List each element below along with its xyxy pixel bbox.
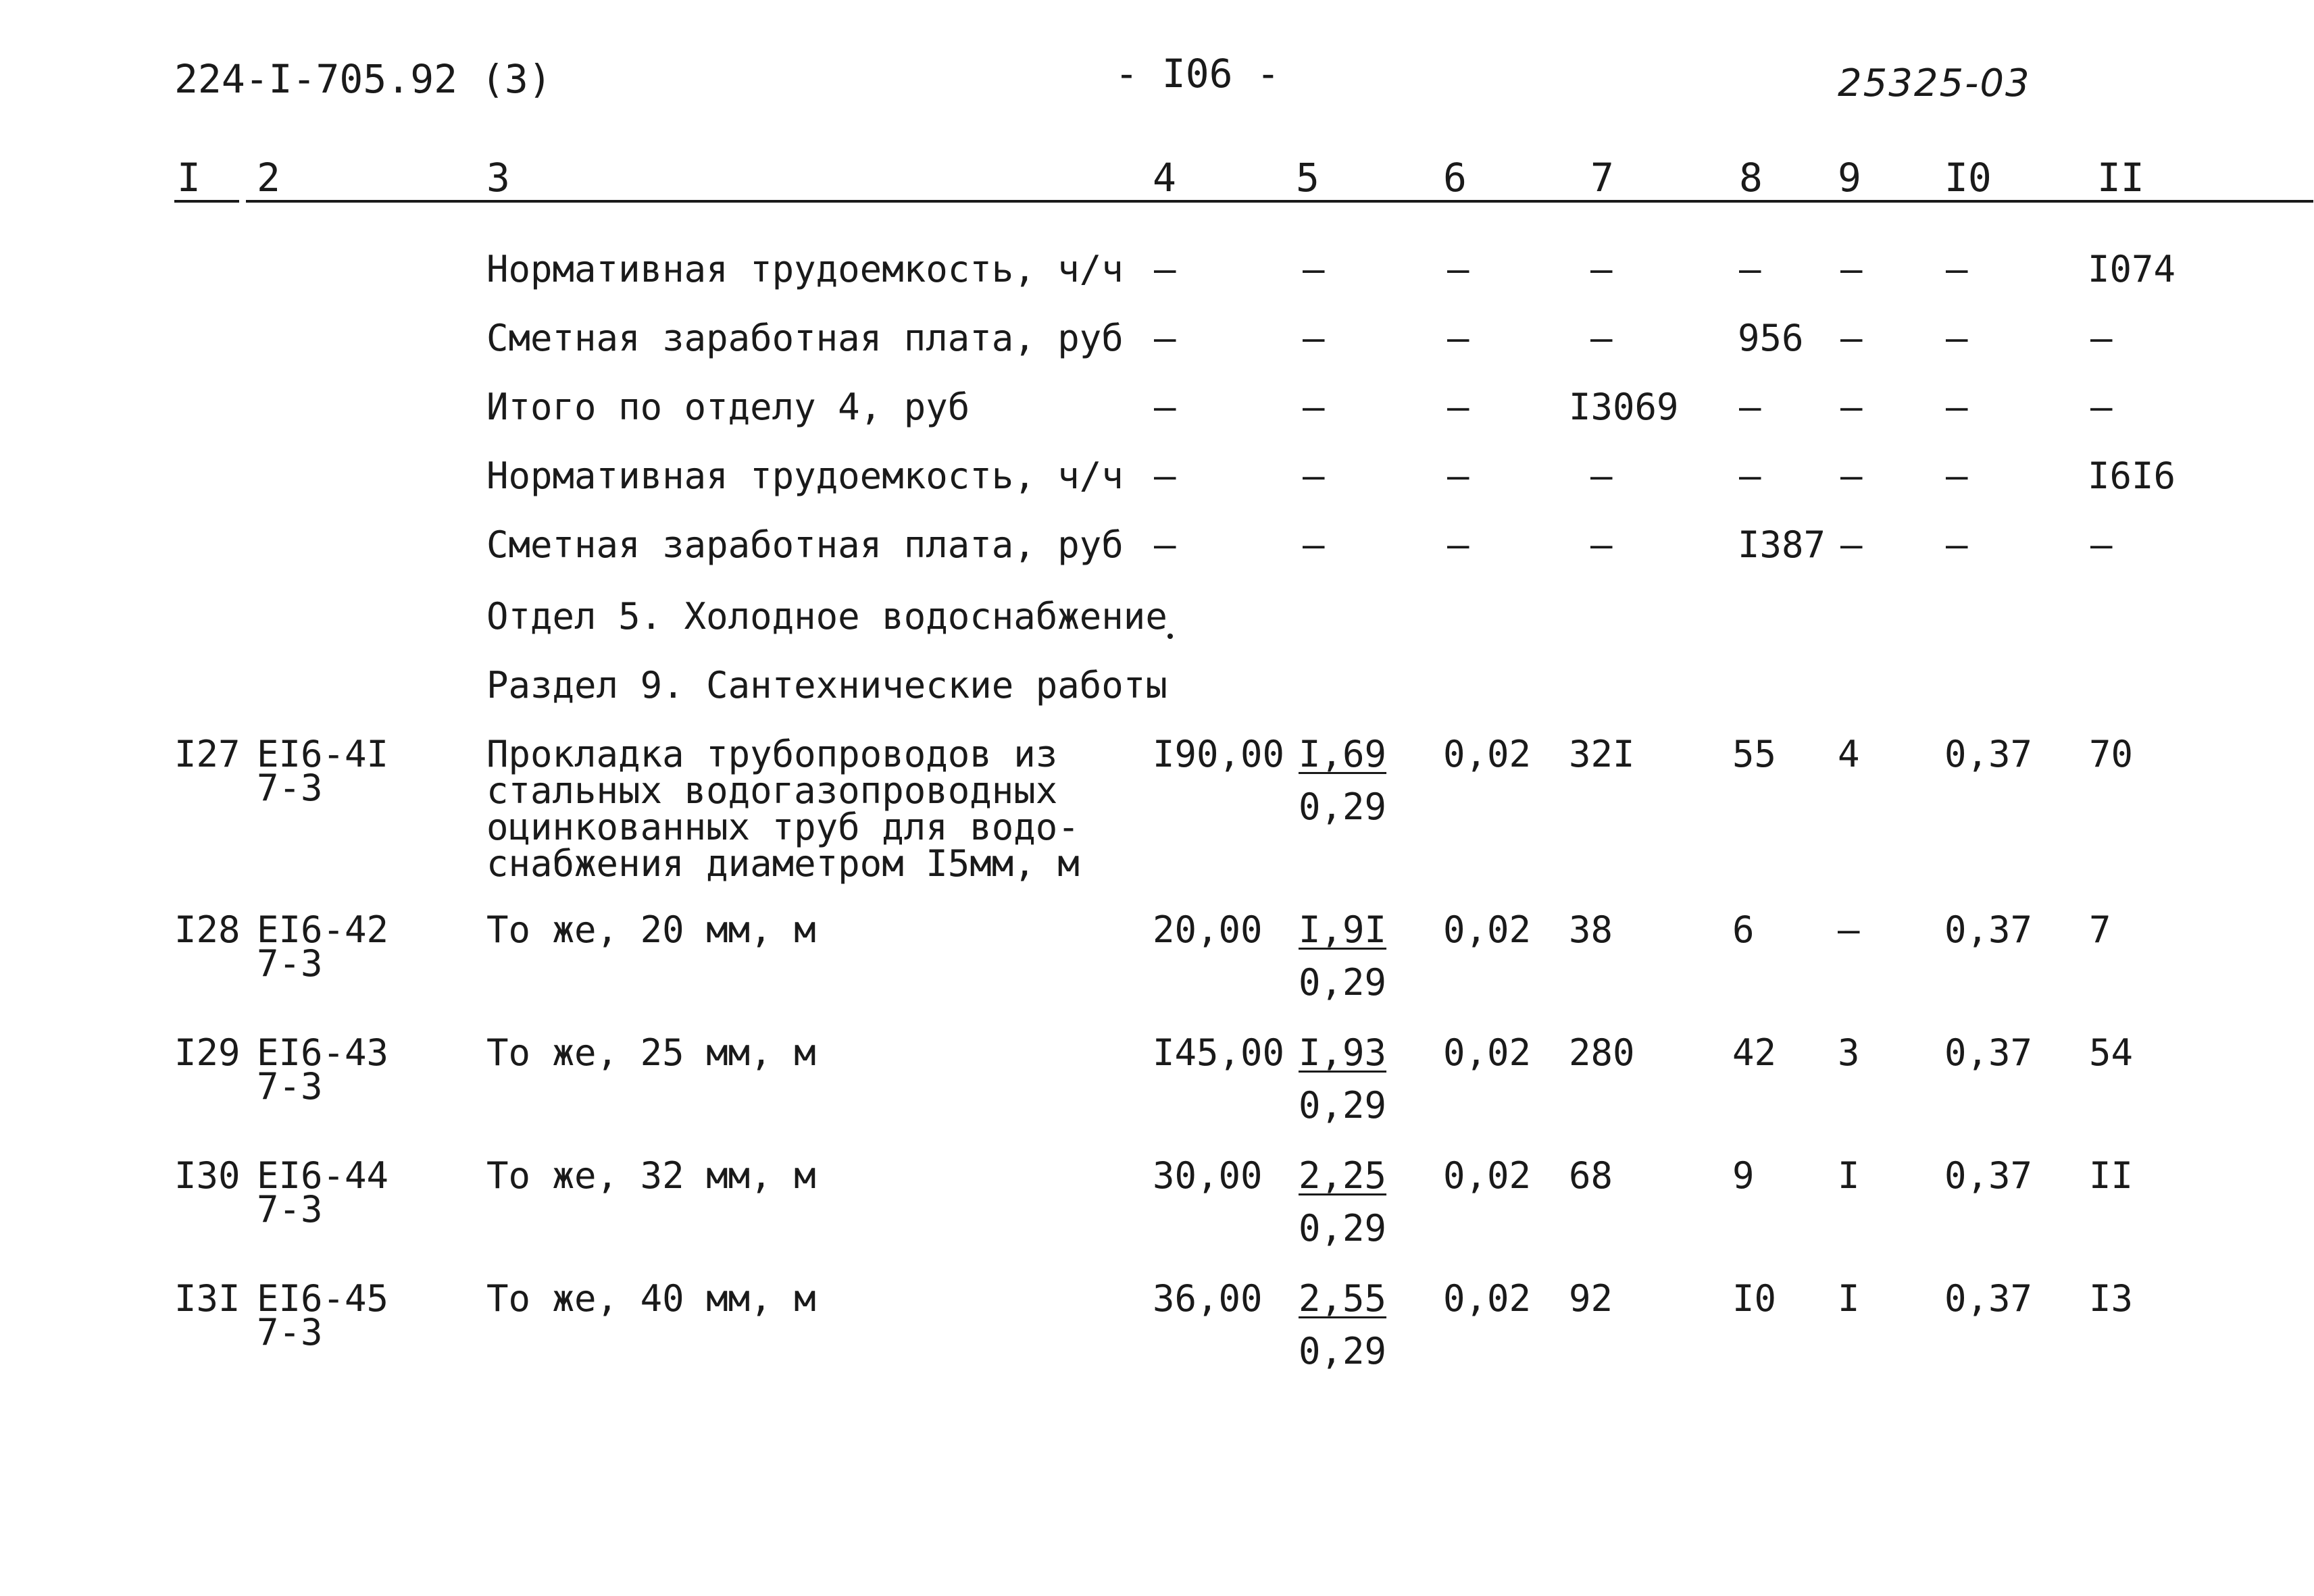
quantity: 20,00 [1153, 908, 1263, 951]
col10-value: 0,37 [1944, 908, 2033, 951]
quantity: 36,00 [1153, 1277, 1263, 1320]
column-header-3: 3 [486, 155, 510, 201]
dash-cell: – [1840, 386, 1863, 428]
column-header-7: 7 [1590, 155, 1614, 201]
col9-value: – [1838, 908, 1860, 951]
unit-cost-bottom: 0,29 [1299, 961, 1387, 1004]
column-header-11: II [2097, 155, 2144, 201]
column-header-4: 4 [1153, 155, 1176, 201]
row-number: I27 [174, 733, 241, 775]
col6-value: 0,02 [1443, 733, 1532, 775]
col6-value: 0,02 [1443, 1277, 1532, 1320]
unit-cost-top: I,69 [1299, 733, 1387, 775]
summary-label: Сметная заработная плата, руб [486, 317, 1124, 359]
dash-cell: – [1590, 248, 1613, 290]
col10-value: 0,37 [1944, 1154, 2033, 1197]
column-header-8: 8 [1739, 155, 1763, 201]
col7-value: 32I [1569, 733, 1635, 775]
dash-cell: – [1840, 455, 1863, 497]
summary-label: Итого по отделу 4, руб [486, 386, 970, 428]
item-description-line: снабжения диаметром I5мм, м [486, 842, 1080, 885]
col8-value: 55 [1732, 733, 1777, 775]
col7-value: 38 [1569, 908, 1613, 951]
dash-cell: – [1946, 386, 1968, 428]
unit-cost-top: I,9I [1299, 908, 1387, 951]
col8-value: 42 [1732, 1031, 1777, 1074]
dash-cell: – [1154, 248, 1176, 290]
unit-cost-top: I,93 [1299, 1031, 1387, 1074]
item-description-line: То же, 20 мм, м [486, 908, 816, 951]
unit-cost-bottom: 0,29 [1299, 1084, 1387, 1127]
dash-cell: – [2090, 317, 2113, 359]
norm-code-sub: 7-3 [257, 1188, 323, 1231]
norm-code-sub: 7-3 [257, 767, 323, 809]
dash-cell: – [1590, 455, 1613, 497]
dash-cell: – [1946, 523, 1968, 566]
dash-cell: – [1303, 523, 1325, 566]
header-underline [246, 200, 2313, 203]
norm-code-sub: 7-3 [257, 942, 323, 985]
dash-cell: – [1447, 248, 1469, 290]
norm-code: EI6-4I [257, 733, 389, 775]
dash-cell: – [1154, 317, 1176, 359]
item-description-line: стальных водогазопроводных [486, 769, 1058, 812]
column-header-10: I0 [1944, 155, 1992, 201]
dash-cell: – [1303, 317, 1325, 359]
dash-cell: – [1946, 455, 1968, 497]
col11-value: 7 [2089, 908, 2111, 951]
document-code: 224-I-705.92 (3) [174, 56, 552, 102]
dash-cell: – [2090, 386, 2113, 428]
summary-label: Нормативная трудоемкость, ч/ч [486, 248, 1124, 290]
dash-cell: – [1840, 523, 1863, 566]
dash-cell: – [1303, 248, 1325, 290]
row-number: I28 [174, 908, 241, 951]
dash-cell: – [1590, 523, 1613, 566]
item-description-line: То же, 32 мм, м [486, 1154, 816, 1197]
summary-label: Нормативная трудоемкость, ч/ч [486, 455, 1124, 497]
summary-label: Сметная заработная плата, руб [486, 523, 1124, 566]
column-header-5: 5 [1296, 155, 1319, 201]
dash-cell: – [1154, 523, 1176, 566]
ink-dot [1167, 634, 1173, 639]
norm-code: EI6-44 [257, 1154, 389, 1197]
dash-cell: – [1946, 317, 1968, 359]
handwritten-code: 25325-03 [1838, 61, 2031, 105]
col6-value: 0,02 [1443, 908, 1532, 951]
dash-cell: – [1447, 455, 1469, 497]
col8-value: I0 [1732, 1277, 1777, 1320]
section-title: Отдел 5. Холодное водоснабжение [486, 595, 1167, 638]
item-description-line: Прокладка трубопроводов из [486, 733, 1058, 775]
quantity: I45,00 [1153, 1031, 1285, 1074]
col10-value: 0,37 [1944, 1277, 2033, 1320]
column-header-6: 6 [1443, 155, 1467, 201]
norm-code-sub: 7-3 [257, 1311, 323, 1354]
section-title: Раздел 9. Сантехнические работы [486, 664, 1167, 706]
col11-value: 70 [2089, 733, 2134, 775]
col10-value: 0,37 [1944, 733, 2033, 775]
dash-cell: – [1154, 386, 1176, 428]
norm-code-sub: 7-3 [257, 1065, 323, 1108]
page-number: - I06 - [1115, 51, 1280, 97]
dash-cell: – [1154, 455, 1176, 497]
summary-value: I387 [1738, 523, 1826, 566]
row-number: I30 [174, 1154, 241, 1197]
norm-code: EI6-42 [257, 908, 389, 951]
unit-cost-top: 2,55 [1299, 1277, 1387, 1320]
dash-cell: – [1303, 386, 1325, 428]
summary-value: I6I6 [2088, 455, 2176, 497]
column-header-1: I [177, 155, 201, 201]
col7-value: 68 [1569, 1154, 1613, 1197]
summary-value: I3069 [1569, 386, 1679, 428]
header-underline [174, 200, 239, 203]
dash-cell: – [2090, 523, 2113, 566]
dash-cell: – [1840, 248, 1863, 290]
unit-cost-bottom: 0,29 [1299, 1207, 1387, 1250]
unit-cost-bottom: 0,29 [1299, 786, 1387, 828]
column-header-2: 2 [257, 155, 280, 201]
dash-cell: – [1739, 386, 1761, 428]
unit-cost-bottom: 0,29 [1299, 1330, 1387, 1372]
col6-value: 0,02 [1443, 1154, 1532, 1197]
col9-value: I [1838, 1154, 1860, 1197]
quantity: 30,00 [1153, 1154, 1263, 1197]
item-description-line: оцинкованных труб для водо- [486, 806, 1080, 848]
dash-cell: – [1303, 455, 1325, 497]
norm-code: EI6-45 [257, 1277, 389, 1320]
dash-cell: – [1447, 523, 1469, 566]
col7-value: 92 [1569, 1277, 1613, 1320]
item-description-line: То же, 40 мм, м [486, 1277, 816, 1320]
dash-cell: – [1946, 248, 1968, 290]
column-header-9: 9 [1838, 155, 1861, 201]
col11-value: II [2089, 1154, 2134, 1197]
summary-value: 956 [1738, 317, 1804, 359]
quantity: I90,00 [1153, 733, 1285, 775]
col6-value: 0,02 [1443, 1031, 1532, 1074]
item-description-line: То же, 25 мм, м [486, 1031, 816, 1074]
norm-code: EI6-43 [257, 1031, 389, 1074]
col7-value: 280 [1569, 1031, 1635, 1074]
col8-value: 6 [1732, 908, 1755, 951]
row-number: I29 [174, 1031, 241, 1074]
col8-value: 9 [1732, 1154, 1755, 1197]
dash-cell: – [1840, 317, 1863, 359]
dash-cell: – [1590, 317, 1613, 359]
dash-cell: – [1739, 248, 1761, 290]
dash-cell: – [1447, 317, 1469, 359]
col9-value: 3 [1838, 1031, 1860, 1074]
col10-value: 0,37 [1944, 1031, 2033, 1074]
dash-cell: – [1739, 455, 1761, 497]
col11-value: I3 [2089, 1277, 2134, 1320]
dash-cell: – [1447, 386, 1469, 428]
col9-value: 4 [1838, 733, 1860, 775]
unit-cost-top: 2,25 [1299, 1154, 1387, 1197]
summary-value: I074 [2088, 248, 2176, 290]
col11-value: 54 [2089, 1031, 2134, 1074]
col9-value: I [1838, 1277, 1860, 1320]
row-number: I3I [174, 1277, 241, 1320]
